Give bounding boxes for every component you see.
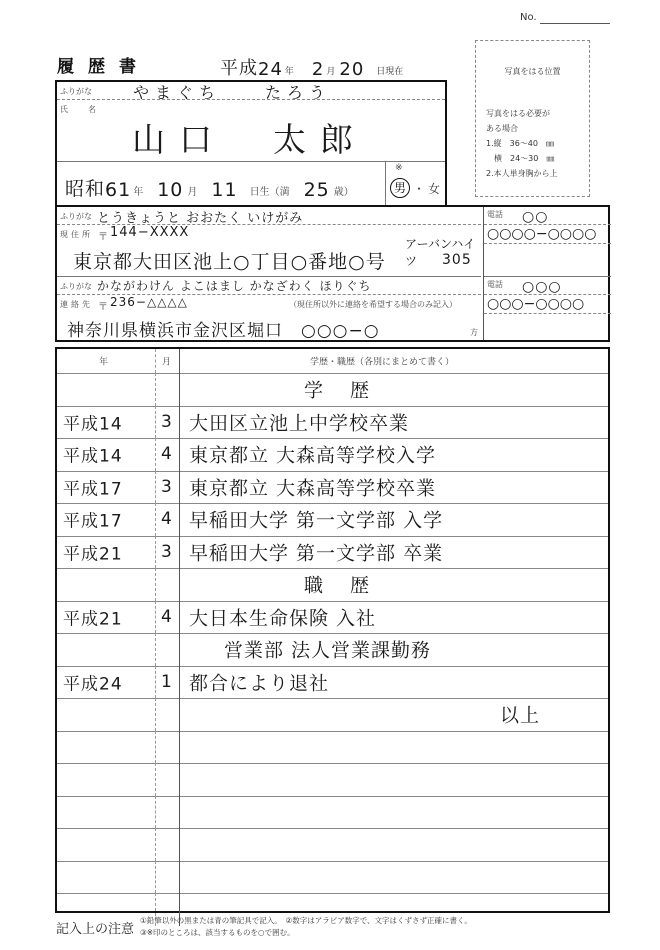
year-value: 平成17 — [63, 479, 123, 500]
address-postal-mark: 〒 — [98, 232, 108, 243]
month-cell[interactable] — [155, 666, 180, 699]
page-title: 履歴書 — [57, 57, 150, 77]
content-value: 早稲田大学 第一文学部 卒業 — [189, 542, 444, 565]
year-cell[interactable] — [57, 698, 155, 731]
content-cell[interactable] — [179, 698, 608, 731]
month-cell[interactable] — [155, 698, 180, 731]
year-value: 平成21 — [63, 609, 123, 630]
year-value: 平成14 — [63, 446, 123, 467]
birth-month-unit: 月 — [187, 187, 198, 198]
year-cell[interactable] — [57, 731, 155, 764]
year-cell[interactable] — [57, 763, 155, 796]
year-cell[interactable] — [57, 601, 155, 634]
gender-options — [390, 178, 440, 198]
address-label: 現住所 — [60, 230, 93, 239]
month-cell[interactable] — [155, 731, 180, 764]
date-year[interactable]: 24 — [258, 59, 283, 80]
birth-day[interactable]: 11 — [211, 179, 238, 201]
year-cell[interactable] — [57, 373, 155, 406]
date-year-unit: 年 — [284, 67, 294, 77]
address-postal-code[interactable]: 144−XXXX — [110, 225, 190, 240]
contact-furigana-field[interactable]: かながわけん よこはまし かなざわく ほりぐち — [97, 279, 372, 293]
header-year-label: 年 — [99, 357, 109, 368]
birth-month[interactable]: 10 — [157, 179, 184, 201]
photo-note: 横 24～30 ㎜ — [486, 154, 555, 163]
contact-field[interactable]: 神奈川県横浜市金沢区堀口 ○○○−○ — [67, 321, 380, 341]
month-cell[interactable] — [155, 438, 180, 471]
address-phone-number[interactable]: ○○○○−○○○○ — [487, 226, 597, 242]
content-cell[interactable] — [179, 763, 608, 796]
date-month-unit: 月 — [326, 67, 336, 77]
content-cell[interactable] — [179, 568, 608, 601]
year-cell[interactable] — [57, 666, 155, 699]
address-phone-blank — [484, 244, 611, 277]
year-cell[interactable] — [57, 471, 155, 504]
content-cell[interactable] — [179, 731, 608, 764]
contact-postal-code[interactable]: 236−△△△△ — [110, 295, 188, 309]
content-value: 東京都立 大森高等学校卒業 — [189, 477, 437, 500]
contact-row — [57, 295, 481, 342]
month-value: 3 — [161, 541, 173, 562]
photo-note: ある場合 — [486, 124, 518, 133]
gender-cell — [385, 162, 448, 207]
photo-note: 写真をはる必要が — [486, 109, 550, 118]
contact-postal-mark: 〒 — [98, 302, 108, 313]
month-cell[interactable] — [155, 471, 180, 504]
content-cell[interactable] — [179, 471, 608, 504]
gender-male-option[interactable]: 男 — [390, 178, 410, 198]
content-value: 職 歴 — [304, 574, 374, 597]
history-table — [55, 347, 610, 913]
header-content — [179, 349, 608, 373]
year-cell[interactable] — [57, 536, 155, 569]
photo-note: 1.縦 36～40 ㎜ — [486, 139, 554, 148]
header-year — [57, 349, 155, 373]
month-cell[interactable] — [155, 633, 180, 666]
birthdate — [65, 174, 354, 201]
instruction-line: ③※印のところは、該当するものを○で囲む。 — [140, 928, 295, 937]
content-value: 都合により退社 — [189, 672, 330, 695]
month-cell[interactable] — [155, 861, 180, 894]
content-value: 大日本生命保険 入社 — [189, 607, 377, 630]
table-row — [57, 666, 608, 700]
photo-box[interactable] — [475, 40, 590, 197]
instructions-lines — [140, 915, 472, 939]
address-phone-label: 電話 — [487, 210, 503, 219]
name-label: 氏 名 — [60, 105, 102, 114]
contact-label: 連絡先 — [60, 300, 93, 309]
history-header-row — [57, 349, 608, 374]
content-cell[interactable] — [179, 373, 608, 406]
table-row — [57, 861, 608, 895]
document-number-field[interactable] — [540, 23, 610, 24]
contact-suffix: 方 — [470, 328, 478, 337]
furigana-label: ふりがな — [60, 87, 92, 96]
year-value: 平成17 — [63, 511, 123, 532]
year-cell[interactable] — [57, 861, 155, 894]
contact-phone-number[interactable]: ○○○−○○○○ — [487, 296, 585, 312]
month-value: 3 — [161, 411, 173, 432]
header-month-label: 月 — [162, 357, 172, 368]
table-row — [57, 568, 608, 602]
month-value: 4 — [161, 509, 173, 530]
content-value: 早稲田大学 第一文学部 入学 — [189, 509, 444, 532]
gender-separator: ・ — [413, 181, 426, 196]
photo-note: 2.本人単身胸から上 — [486, 169, 558, 178]
content-cell[interactable] — [179, 503, 608, 536]
year-cell[interactable] — [57, 796, 155, 829]
birth-year[interactable]: 61 — [105, 179, 132, 201]
year-cell[interactable] — [57, 438, 155, 471]
month-value: 4 — [161, 444, 173, 465]
name-field[interactable]: 山口 太郎 — [132, 120, 367, 159]
year-value: 平成24 — [63, 674, 123, 695]
table-row — [57, 698, 608, 732]
name-furigana-row — [57, 82, 445, 100]
table-row — [57, 731, 608, 765]
year-cell[interactable] — [57, 568, 155, 601]
address-room[interactable]: 305 — [442, 252, 472, 268]
month-cell[interactable] — [155, 763, 180, 796]
content-cell[interactable] — [179, 666, 608, 699]
year-cell[interactable] — [57, 406, 155, 439]
content-cell[interactable] — [179, 406, 608, 439]
date-suffix: 日現在 — [376, 67, 404, 77]
content-cell[interactable] — [179, 601, 608, 634]
name-row — [57, 100, 445, 162]
address-field[interactable]: 東京都大田区池上○丁目○番地○号 — [73, 251, 386, 273]
address-building[interactable]: アーバンハイツ — [405, 237, 476, 268]
instruction-line: ①鉛筆以外の黒または青の筆記具で記入。 ②数字はアラビア数字で、文字はくずさず正確に書く。 — [140, 916, 472, 925]
month-cell[interactable] — [155, 406, 180, 439]
age-unit: 歳） — [333, 187, 354, 198]
contact-furigana-row — [57, 277, 481, 295]
photo-box-notes — [486, 106, 558, 181]
birth-era[interactable]: 昭和 — [65, 178, 106, 200]
date-month[interactable]: 2 — [311, 59, 325, 80]
content-cell[interactable] — [179, 536, 608, 569]
month-cell[interactable] — [155, 796, 180, 829]
name-furigana-field[interactable]: やまぐち たろう — [133, 83, 332, 102]
month-value: 3 — [161, 476, 173, 497]
content-cell[interactable] — [179, 828, 608, 861]
address-furigana-label: ふりがな — [60, 212, 92, 221]
instructions — [56, 915, 472, 939]
date-day[interactable]: 20 — [339, 59, 365, 80]
header-month — [155, 349, 180, 373]
birth-row — [57, 162, 445, 207]
address-row — [57, 225, 481, 277]
content-value: 学 歴 — [304, 379, 374, 402]
date-current — [220, 58, 407, 80]
year-cell[interactable] — [57, 828, 155, 861]
content-value: 営業部 法人営業課勤務 — [224, 639, 432, 662]
address-section — [55, 205, 610, 342]
year-cell[interactable] — [57, 503, 155, 536]
content-value: 以上 — [500, 704, 541, 727]
instructions-title: 記入上の注意 — [56, 921, 135, 937]
contact-note: （現住所以外に連絡を希望する場合のみ記入） — [289, 300, 457, 309]
age-field[interactable]: 25 — [303, 179, 330, 201]
table-row — [57, 438, 608, 472]
year-value: 平成21 — [63, 544, 123, 565]
content-cell[interactable] — [179, 438, 608, 471]
birth-year-unit: 年 — [133, 187, 144, 198]
address-phone-area-row — [484, 207, 611, 225]
content-cell[interactable] — [179, 796, 608, 829]
content-cell[interactable] — [179, 633, 608, 666]
gender-female-option[interactable]: 女 — [428, 181, 441, 196]
gender-note-mark: ※ — [395, 163, 403, 173]
header-content-label: 学歴・職歴（各別にまとめて書く） — [310, 357, 455, 368]
table-row — [57, 406, 608, 440]
document-number-label: No. — [520, 12, 537, 23]
table-row — [57, 796, 608, 830]
month-value: 1 — [161, 671, 173, 692]
month-value: 4 — [161, 606, 173, 627]
content-cell[interactable] — [179, 861, 608, 894]
address-furigana-field[interactable]: とうきょうと おおたく いけがみ — [97, 211, 304, 226]
contact-phone-area[interactable]: ○○○ — [522, 279, 562, 295]
content-value: 大田区立池上中学校卒業 — [189, 412, 410, 435]
table-row — [57, 471, 608, 505]
table-row — [57, 536, 608, 570]
personal-info-section — [55, 80, 447, 205]
contact-phone-label: 電話 — [487, 280, 503, 289]
phone-column — [483, 207, 611, 340]
photo-box-title: 写真をはる位置 — [504, 67, 561, 76]
address-phone-area[interactable]: ○○ — [522, 209, 549, 225]
content-value: 東京都立 大森高等学校入学 — [189, 444, 437, 467]
month-cell[interactable] — [155, 601, 180, 634]
contact-phone-area-row — [484, 277, 611, 295]
table-row — [57, 373, 608, 407]
birth-day-unit: 日生（満 — [249, 187, 290, 198]
month-cell[interactable] — [155, 568, 180, 601]
table-row — [57, 828, 608, 862]
contact-phone-number-row — [484, 295, 611, 314]
year-cell[interactable] — [57, 633, 155, 666]
month-cell[interactable] — [155, 828, 180, 861]
month-cell[interactable] — [155, 536, 180, 569]
table-row — [57, 633, 608, 667]
address-furigana-row — [57, 207, 481, 225]
month-cell[interactable] — [155, 373, 180, 406]
month-cell[interactable] — [155, 503, 180, 536]
table-row — [57, 503, 608, 537]
year-value: 平成14 — [63, 414, 123, 435]
date-era[interactable]: 平成 — [220, 58, 258, 79]
contact-furigana-label: ふりがな — [60, 282, 92, 291]
table-row — [57, 763, 608, 797]
address-phone-number-row — [484, 225, 611, 244]
table-row — [57, 601, 608, 635]
